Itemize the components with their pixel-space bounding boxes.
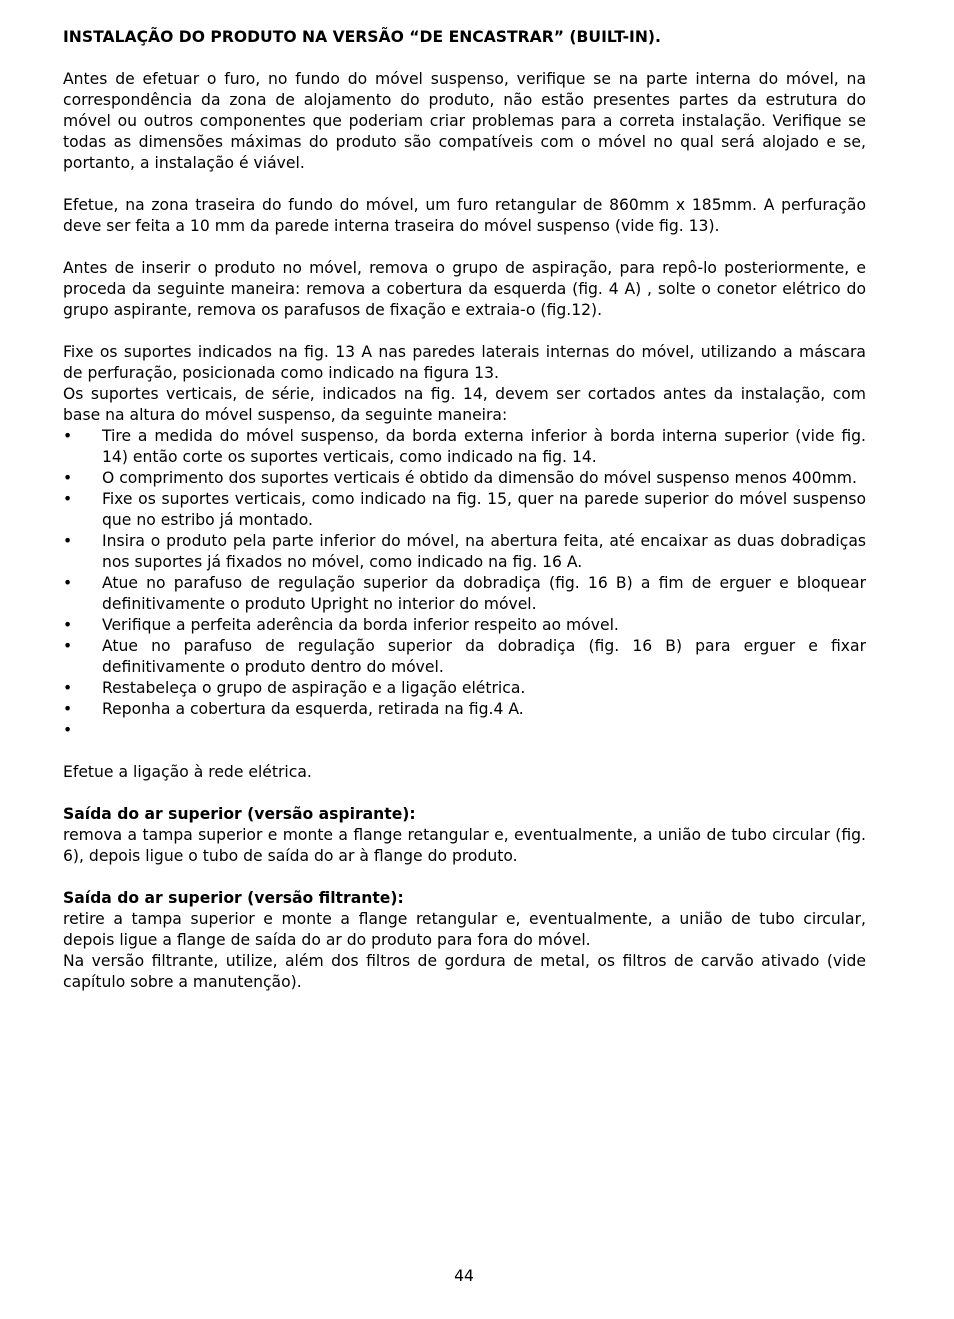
section-heading: INSTALAÇÃO DO PRODUTO NA VERSÃO “DE ENCASTRAR” (BUILT-IN). bbox=[63, 28, 661, 46]
list-item bbox=[63, 489, 866, 531]
list-item bbox=[63, 720, 866, 741]
instruction-list bbox=[63, 426, 866, 741]
paragraph-electrical-connection: Efetue a ligação à rede elétrica. bbox=[63, 763, 312, 781]
document-page bbox=[63, 27, 866, 993]
bullet-icon: • bbox=[63, 679, 73, 697]
bullet-icon: • bbox=[63, 532, 73, 550]
paragraph-fix-supports: Fixe os suportes indicados na fig. 13 A nas paredes laterais internas do móvel, utilizando a máscara de perfuração, posicionada como indicado na figura 13. bbox=[63, 343, 866, 382]
list-item bbox=[63, 636, 866, 678]
spacer bbox=[63, 783, 866, 804]
bullet-icon: • bbox=[63, 427, 73, 445]
paragraph-vertical-supports: Os suportes verticais, de série, indicados na fig. 14, devem ser cortados antes da instalação, com base na altura do móvel suspenso, da seguinte maneira: bbox=[63, 385, 866, 424]
subheading-filtrante: Saída do ar superior (versão filtrante): bbox=[63, 889, 404, 907]
paragraph-remove-suction-group: Antes de inserir o produto no móvel, remova o grupo de aspiração, para repô-lo posteriormente, e proceda da seguinte maneira: remova a cobertura da esquerda (fig. 4 A) , solte o conetor elétrico do grupo aspirante, remova os parafusos de fixação e extraia-o (fig.12). bbox=[63, 259, 866, 319]
list-item-text: O comprimento dos suportes verticais é obtido da dimensão do móvel suspenso menos 400mm. bbox=[102, 469, 857, 487]
list-item bbox=[63, 678, 866, 699]
subheading-aspirante: Saída do ar superior (versão aspirante): bbox=[63, 805, 416, 823]
list-item bbox=[63, 426, 866, 468]
list-item bbox=[63, 573, 866, 615]
paragraph-preparation: Antes de efetuar o furo, no fundo do móvel suspenso, verifique se na parte interna do móvel, na correspondência da zona de alojamento do produto, não estão presentes partes da estrutura do móvel ou outros componentes que poderiam criar problemas para a correta instalação. Verifique se todas as dimensões máximas do produto são compatíveis com o móvel no qual será alojado e se, portanto, a instalação é viável. bbox=[63, 70, 866, 172]
bullet-icon: • bbox=[63, 700, 73, 718]
list-item-text: Insira o produto pela parte inferior do móvel, na abertura feita, até encaixar as duas dobradiças nos suportes já fixados no móvel, como indicado na fig. 16 A. bbox=[102, 532, 866, 571]
bullet-icon: • bbox=[63, 574, 73, 592]
bullet-icon: • bbox=[63, 637, 73, 655]
bullet-icon: • bbox=[63, 490, 73, 508]
spacer bbox=[63, 867, 866, 888]
list-item bbox=[63, 699, 866, 720]
paragraph-hole: Efetue, na zona traseira do fundo do móvel, um furo retangular de 860mm x 185mm. A perfuração deve ser feita a 10 mm da parede interna traseira do móvel suspenso (vide fig. 13). bbox=[63, 196, 866, 235]
bullet-icon: • bbox=[63, 469, 73, 487]
paragraph-filtrante-filters: Na versão filtrante, utilize, além dos filtros de gordura de metal, os filtros de carvão ativado (vide capítulo sobre a manutenção). bbox=[63, 952, 866, 991]
list-item-text: Restabeleça o grupo de aspiração e a ligação elétrica. bbox=[102, 679, 526, 697]
paragraph-aspirante: remova a tampa superior e monte a flange retangular e, eventualmente, a união de tubo circular (fig. 6), depois ligue o tubo de saída do ar à flange do produto. bbox=[63, 826, 866, 865]
list-item bbox=[63, 468, 866, 489]
spacer bbox=[63, 741, 866, 762]
list-item-text: Atue no parafuso de regulação superior da dobradiça (fig. 16 B) para erguer e fixar definitivamente o produto dentro do móvel. bbox=[102, 637, 866, 676]
list-item-text: Verifique a perfeita aderência da borda inferior respeito ao móvel. bbox=[102, 616, 619, 634]
list-item-text bbox=[102, 721, 107, 739]
page-number: 44 bbox=[454, 1267, 474, 1285]
list-item-text: Tire a medida do móvel suspenso, da borda externa inferior à borda interna superior (vide fig. 14) então corte os suportes verticais, como indicado na fig. 14. bbox=[102, 427, 866, 466]
spacer bbox=[63, 174, 866, 195]
spacer bbox=[63, 48, 866, 69]
spacer bbox=[63, 237, 866, 258]
bullet-icon: • bbox=[63, 616, 73, 634]
list-item-text: Atue no parafuso de regulação superior da dobradiça (fig. 16 B) a fim de erguer e bloquear definitivamente o produto Upright no interior do móvel. bbox=[102, 574, 866, 613]
list-item-text: Reponha a cobertura da esquerda, retirada na fig.4 A. bbox=[102, 700, 524, 718]
list-item bbox=[63, 531, 866, 573]
paragraph-filtrante: retire a tampa superior e monte a flange retangular e, eventualmente, a união de tubo circular, depois ligue a flange de saída do ar do produto para fora do móvel. bbox=[63, 910, 866, 949]
spacer bbox=[63, 321, 866, 342]
bullet-icon: • bbox=[63, 721, 73, 739]
list-item bbox=[63, 615, 866, 636]
list-item-text: Fixe os suportes verticais, como indicado na fig. 15, quer na parede superior do móvel suspenso que no estribo já montado. bbox=[102, 490, 866, 529]
